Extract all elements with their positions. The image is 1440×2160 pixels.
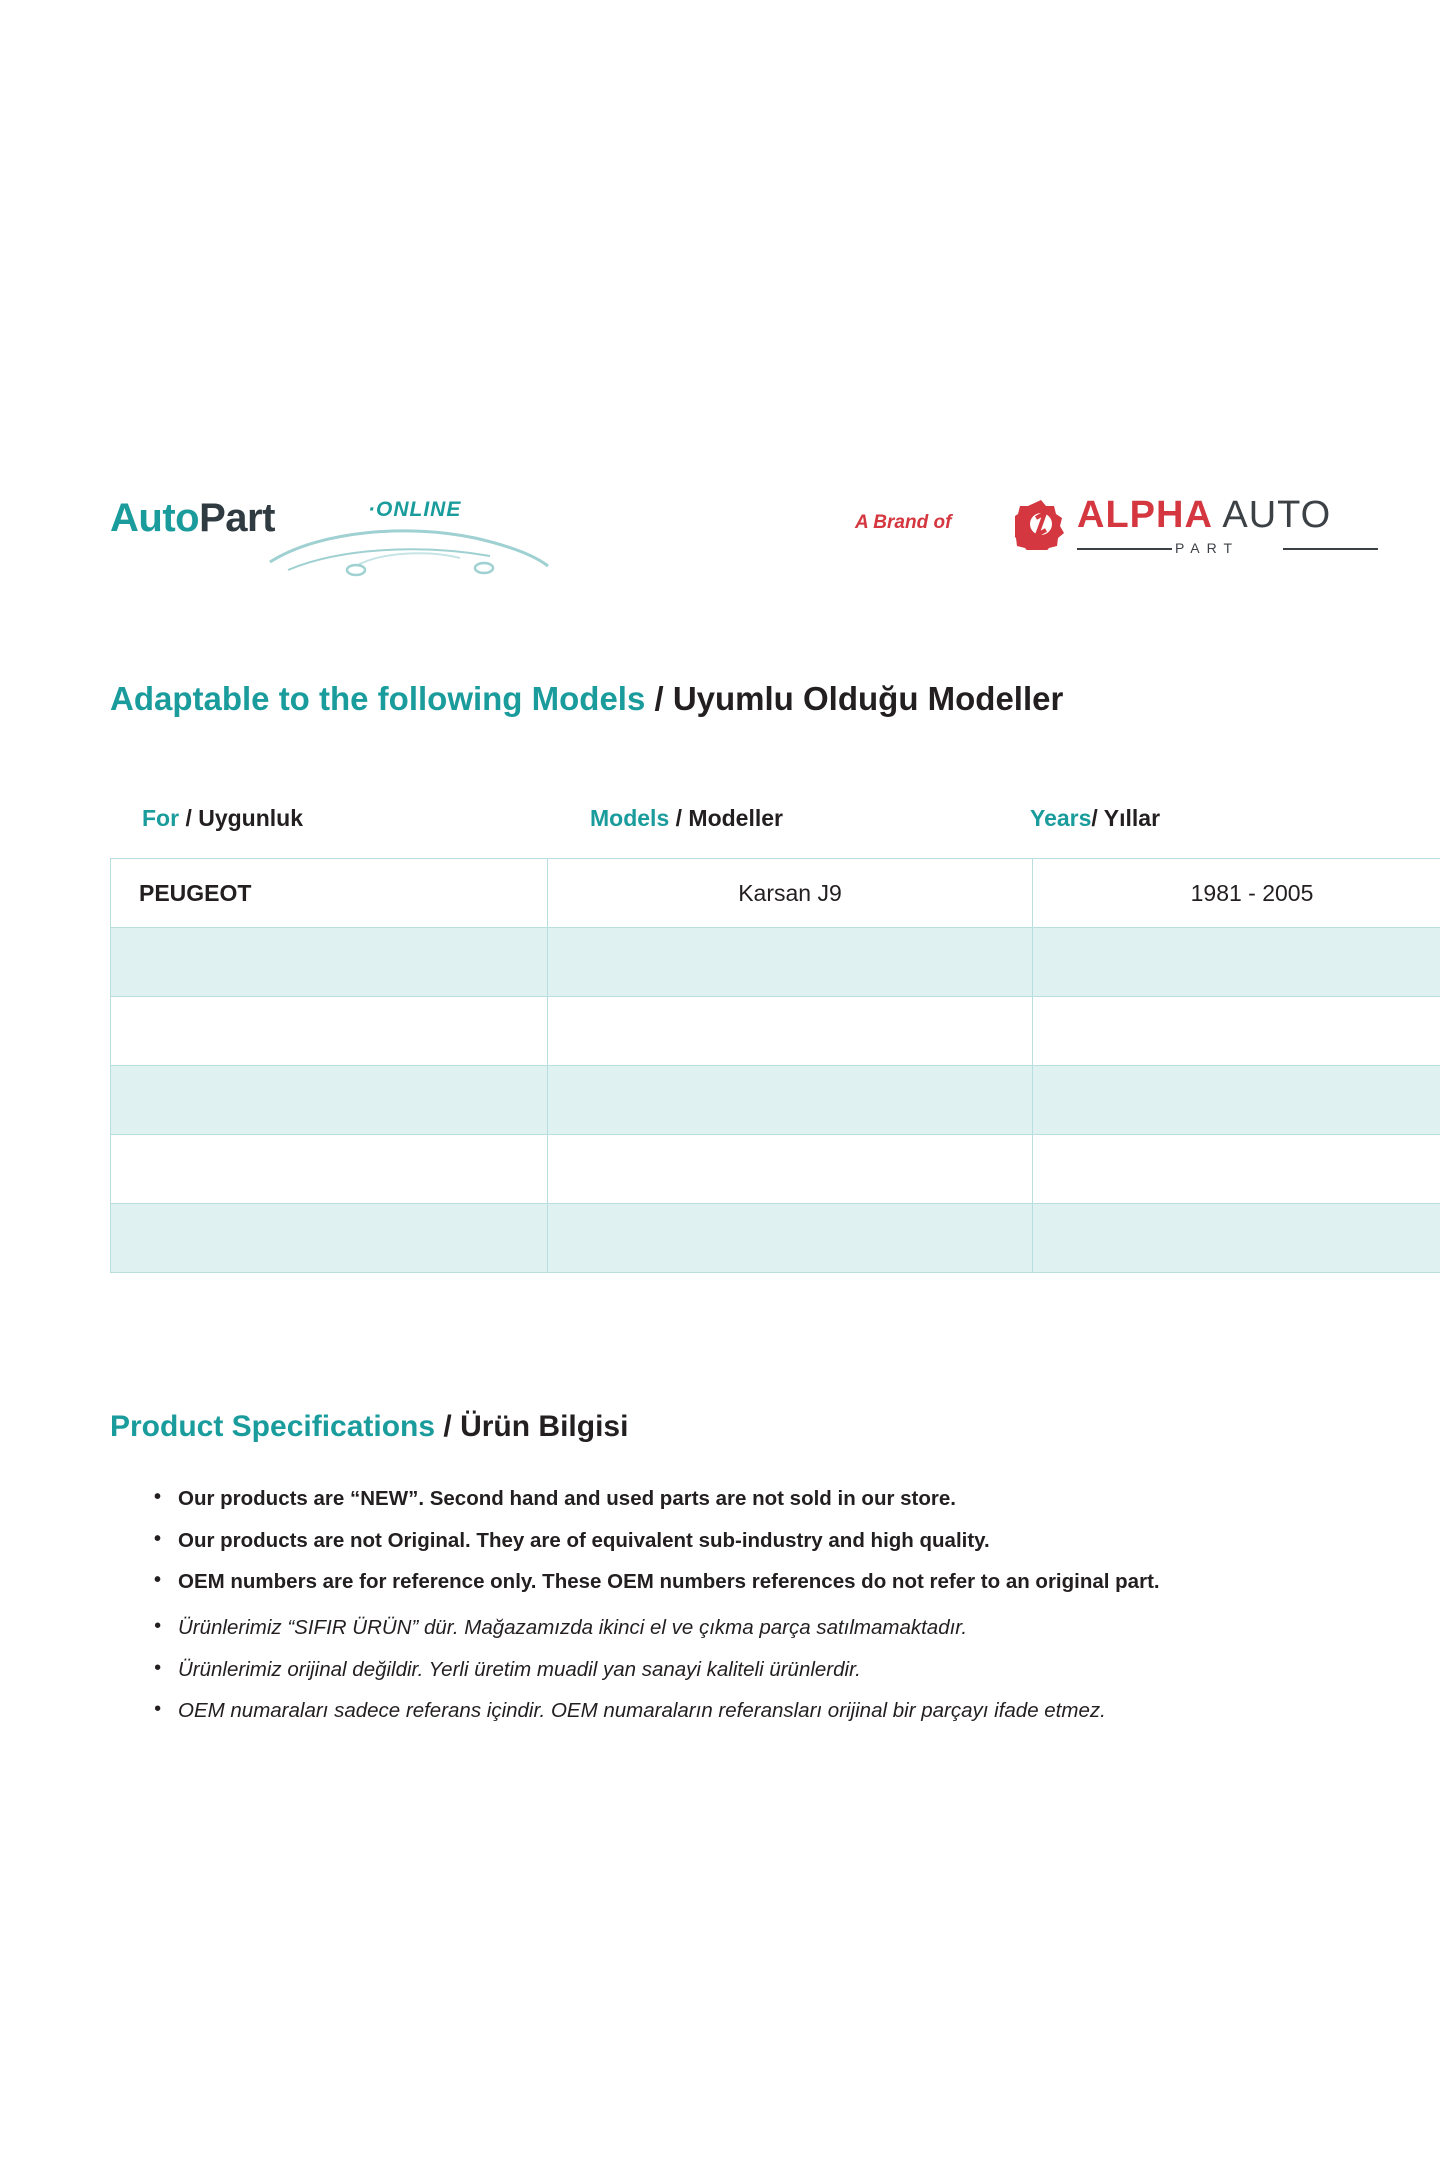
specs-heading-tr: / Ürün Bilgisi — [435, 1410, 629, 1443]
cell-for: PEUGEOT — [111, 859, 548, 928]
cell-for — [111, 997, 548, 1066]
column-header-for-tr: / Uygunluk — [179, 805, 304, 831]
table-row — [111, 997, 1440, 1066]
alpha-wordmark-auto: AUTO — [1222, 494, 1332, 536]
cell-model — [548, 928, 1033, 997]
column-header-years-en: Years — [1030, 805, 1092, 831]
autopart-online-logo — [110, 490, 550, 580]
column-header-models-en: Models — [590, 805, 670, 831]
models-table-header — [110, 805, 1300, 845]
table-row — [111, 1066, 1440, 1135]
models-heading-tr: / Uyumlu Olduğu Modeller — [645, 680, 1064, 717]
models-section-heading — [110, 680, 1063, 718]
gear-icon — [1015, 498, 1067, 550]
column-header-for-en: For — [142, 805, 180, 831]
cell-model — [548, 997, 1033, 1066]
column-header-for — [142, 805, 303, 832]
alpha-auto-part-logo — [1015, 490, 1435, 570]
list-item: • Our products are not Original. They are of equivalent sub-industry and high quality. — [150, 1528, 1380, 1554]
autopart-wordmark-part: Part — [199, 496, 275, 540]
cell-for — [111, 1135, 548, 1204]
list-item: • OEM numbers are for reference only. These OEM numbers references do not refer to an original part. — [150, 1569, 1380, 1595]
cell-model — [548, 1066, 1033, 1135]
column-header-years — [1030, 805, 1160, 832]
autopart-online-tag: ·ONLINE — [368, 498, 462, 521]
table-row — [111, 928, 1440, 997]
models-table — [110, 858, 1440, 1273]
alpha-wordmark-alpha: ALPHA — [1077, 494, 1213, 536]
specs-section-heading — [110, 1410, 628, 1444]
list-item: • OEM numaraları sadece referans içindir. OEM numaraların referansları orijinal bir parçayı ifade etmez. — [150, 1698, 1380, 1724]
cell-for — [111, 1066, 548, 1135]
brand-header — [110, 490, 1335, 580]
cell-for — [111, 928, 548, 997]
cell-years — [1033, 1135, 1440, 1204]
alpha-rule-right — [1283, 548, 1378, 550]
column-header-models — [590, 805, 783, 832]
autopart-wordmark — [110, 498, 275, 538]
cell-model — [548, 1204, 1033, 1273]
list-item: • Our products are “NEW”. Second hand and used parts are not sold in our store. — [150, 1486, 1380, 1512]
cell-model — [548, 1135, 1033, 1204]
cell-model: Karsan J9 — [548, 859, 1033, 928]
models-heading-en: Adaptable to the following Models — [110, 680, 646, 717]
cell-years — [1033, 997, 1440, 1066]
list-item: • Ürünlerimiz orijinal değildir. Yerli üretim muadil yan sanayi kaliteli ürünlerdir. — [150, 1657, 1380, 1683]
autopart-wordmark-auto: Auto — [110, 496, 200, 540]
specs-list — [110, 1486, 1380, 1740]
specs-heading-en: Product Specifications — [110, 1410, 436, 1443]
cell-for — [111, 1204, 548, 1273]
list-item: • Ürünlerimiz “SIFIR ÜRÜN” dür. Mağazamızda ikinci el ve çıkma parça satılmamaktadır. — [150, 1615, 1380, 1641]
cell-years — [1033, 1204, 1440, 1273]
cell-years: 1981 - 2005 — [1033, 859, 1440, 928]
alpha-wordmark — [1077, 496, 1331, 534]
cell-years — [1033, 928, 1440, 997]
cell-years — [1033, 1066, 1440, 1135]
a-brand-of-label: A Brand of — [855, 512, 952, 533]
table-row — [111, 859, 1440, 928]
alpha-rule-left — [1077, 548, 1172, 550]
table-row — [111, 1135, 1440, 1204]
car-swoosh-icon — [260, 522, 550, 578]
column-header-models-tr: / Modeller — [669, 805, 783, 831]
alpha-wordmark-part: PART — [1175, 540, 1240, 556]
table-row — [111, 1204, 1440, 1273]
column-header-years-tr: / Yıllar — [1091, 805, 1161, 831]
